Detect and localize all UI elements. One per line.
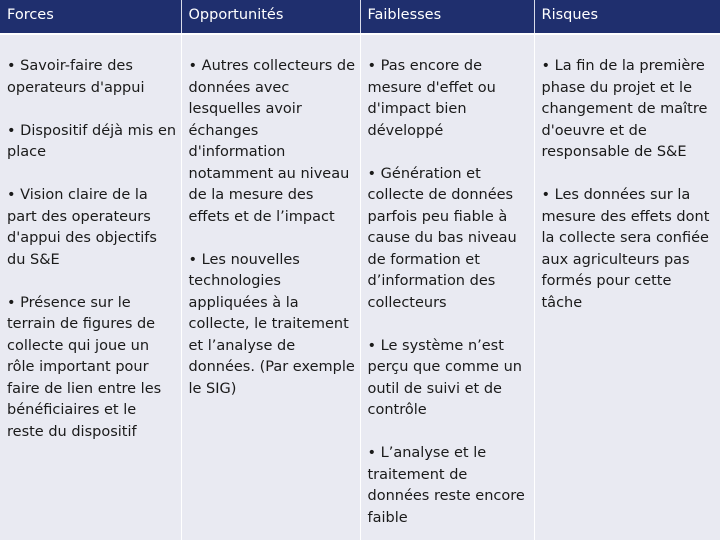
header-forces: Forces [0, 0, 181, 34]
content-row [0, 34, 720, 540]
forces-item: • Présence sur le terrain de figures de collecte qui joue un rôle important pour faire de lien entre les bénéficiaires et le reste du dispositif [7, 294, 162, 440]
faiblesses-cell [360, 34, 534, 540]
header-faiblesses: Faiblesses [360, 0, 534, 34]
faiblesses-item: • Le système n’est perçu que comme un outil de suivi et de contrôle [367, 337, 522, 418]
faiblesses-item: • Pas encore de mesure d'effet ou d'impact bien développé [367, 58, 496, 139]
forces-item: • Vision claire de la part des operateurs d'appui des objectifs du S&E [7, 187, 157, 268]
forces-item: • Savoir-faire des operateurs d'appui [7, 58, 145, 96]
faiblesses-item: • L’analyse et le traitement de données reste encore faible [367, 445, 525, 526]
faiblesses-item: • Génération et collecte de données parfois peu fiable à cause du bas niveau de formation et d’information des collecteurs [367, 165, 517, 311]
risques-cell [534, 34, 720, 540]
opportunites-cell [181, 34, 360, 540]
header-risques: Risques [534, 0, 720, 34]
opportunites-item: • Les nouvelles technologies appliquées à la collecte, le traitement et l’analyse de données. (Par exemple le SIG) [188, 251, 355, 397]
forces-item: • Dispositif déjà mis en place [7, 122, 177, 160]
risques-item: • La fin de la première phase du projet et le changement de maître d'oeuvre et de responsable de S&E [541, 58, 708, 160]
header-row [0, 0, 720, 34]
header-opportunites: Opportunités [181, 0, 360, 34]
risques-item: • Les données sur la mesure des effets dont la collecte sera confiée aux agriculteurs pas formés pour cette tâche [541, 187, 710, 311]
forces-cell [0, 34, 181, 540]
opportunites-item: • Autres collecteurs de données avec lesquelles avoir échanges d'information notamment au niveau de la mesure des effets et de l’impact [188, 58, 356, 225]
